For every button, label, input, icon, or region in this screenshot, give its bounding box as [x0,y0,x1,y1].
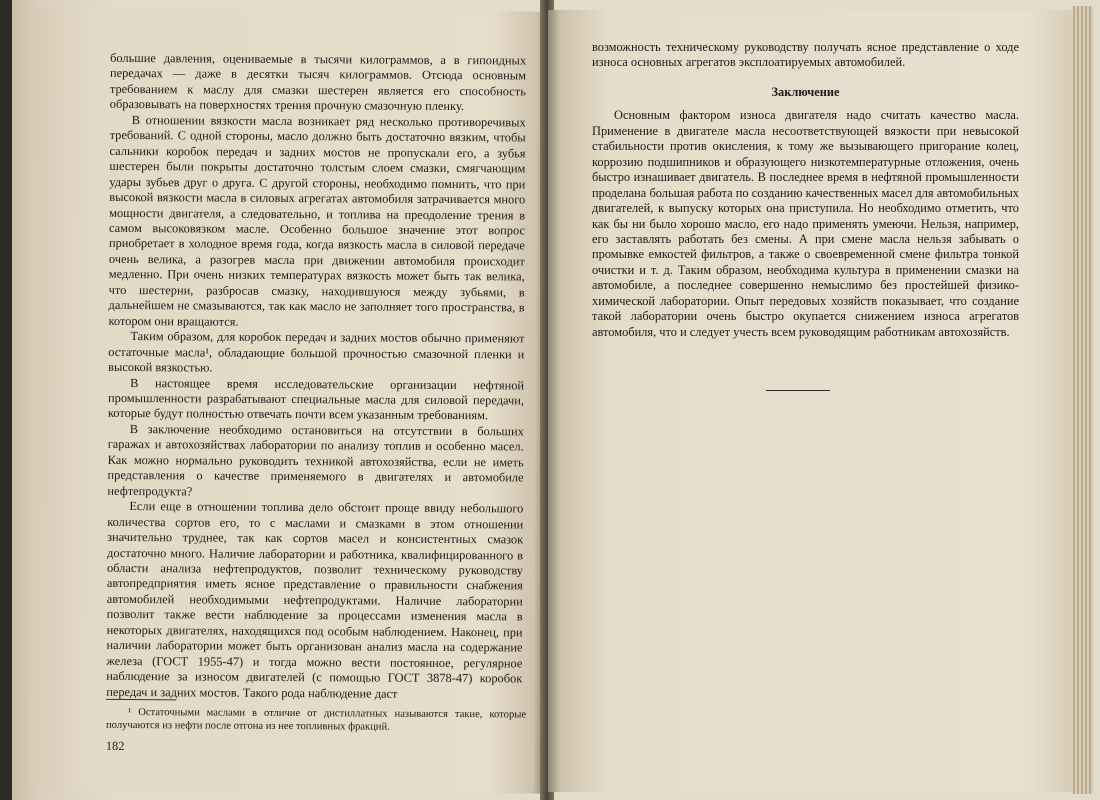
right-page [548,10,1073,792]
page-edges [1073,6,1093,794]
page-number: 182 [105,738,125,754]
footnote-text: ¹ Остаточными маслами в отличие от дистиллатных называются такие, которые получаются из нефти после отгона из нее топливных фракций. [105,707,527,733]
end-divider [766,390,830,391]
left-page [28,8,548,793]
left-page-text [106,51,526,703]
paragraph: В заключение необходимо остановиться на отсутствии в больших гаражах и автохозяйствах лаборатории по анализу топлив и особенно масел. Как можно нормально руководить техникой автохозяйства, если не иметь представления о качестве применяемого в двигателях и автомобиле нефтепродукта? [107,421,524,499]
footnote-divider [106,699,176,700]
paragraph: В отношении вязкости масла возникает ряд несколько противоречивых требований. С одной стороны, масло должно быть достаточно вязким, чтобы сальники коробок передач и задних мостов не пропускали его, а зубья шестерен были покрыты достаточно толстым слоем смазки, смягчающим удары зубьев друг о друга. С другой стороны, необходимо помнить, что при высокой вязкости масла в силовых агрегатах автомобиля затрачивается много мощности двигателя, а следовательно, и топлива на преодоление трения в самом высоковязком масле. Особенно большое значение этот вопрос приобретает в холодное время года, когда вязкость масла в силовой передаче очень велика, а разогрев масла при движении автомобиля происходит медленно. При очень низких температурах вязкость может быть так велика, что шестерни, разбросав смазку, находившуюся между зубьями, в дальнейшем не смазываются, так как масло не заполняет того пространства, в котором они вращаются. [108,112,526,329]
right-page-text [592,40,1019,340]
paragraph: Если еще в отношении топлива дело обстоит проще ввиду небольшого количества сортов его, то с маслами и смазками в этом отношении значительно труднее, так как сортов масел и консистентных смазок достаточно много. Наличие лаборатории и работника, квалифицированного в области анализа нефтепродуктов, позволит техническому руководству автопредприятия иметь ясное представление о правильности снабжения автомобилей необходимыми нефтепродуктами. Наличие лаборатории позволит также вести наблюдение за процессами изменения масла в некоторых двигателях, находящихся под особым наблюдением. Наконец, при наличии лаборатории может быть организован анализ масла на содержание железа (ГОСТ 1955-47) и тогда можно вести постоянное, регулярное наблюдение за износом двигателей (с помощью ГОСТ 3878-47) коробок передач и задних мостов. Такого рода наблюдение даст [106,499,524,701]
paragraph: возможность техническому руководству получать ясное представление о ходе износа основных агрегатов эксплоатируемых автомобилей. [592,40,1019,70]
paragraph: большие давления, оцениваемые в тысячи килограммов, а в гипоидных передачах — даже в десятки тысяч килограммов. Отсюда основным требованием к маслу для смазки шестерен является его способность образовывать на поверхностях трения прочную смазочную пленку. [109,50,527,114]
footnote [106,699,526,735]
section-heading: Заключение [771,84,840,99]
paragraph: В настоящее время исследовательские организации нефтяной промышленности разрабатывают специальные масла для силовой передачи, которые будут полностью отвечать почти всем указанным требованиям. [107,375,525,423]
paragraph: Таким образом, для коробок передач и задних мостов обычно применяют остаточные масла¹, обладающие большой прочностью смазочной пленки и высокой вязкостью. [108,329,525,375]
paragraph: Основным фактором износа двигателя надо считать качество масла. Применение в двигателе масла несоответствующей вязкости при невысокой стабильности против окисления, к тому же вызывающего пригорание колец, коррозию подшипников и образующего низкотемпературные отложения, очень быстро изнашивает двигатель. В последнее время в нефтяной промышленности проделана большая работа по созданию качественных масел для автомобильных двигателей, к выпуску которых она приступила. Но необходимо отметить, что как бы ни было хорошо масло, его надо применять умеючи. Нельзя, например, его заставлять работать без смены. А при смене масла нельзя забывать о промывке емкостей фильтров, а также о своевременной смене фильтра тонкой очистки и т. д. Таким образом, необходима культура в применении смазки на автомобиле, а последнее совершенно немыслимо без простейшей физико-химической лаборатории. Опыт передовых хозяйств показывает, что создание такой лаборатории очень быстро окупается снижением износа агрегатов автомобиля, что и следует учесть всем руководящим работникам автохозяйств. [592,108,1019,339]
